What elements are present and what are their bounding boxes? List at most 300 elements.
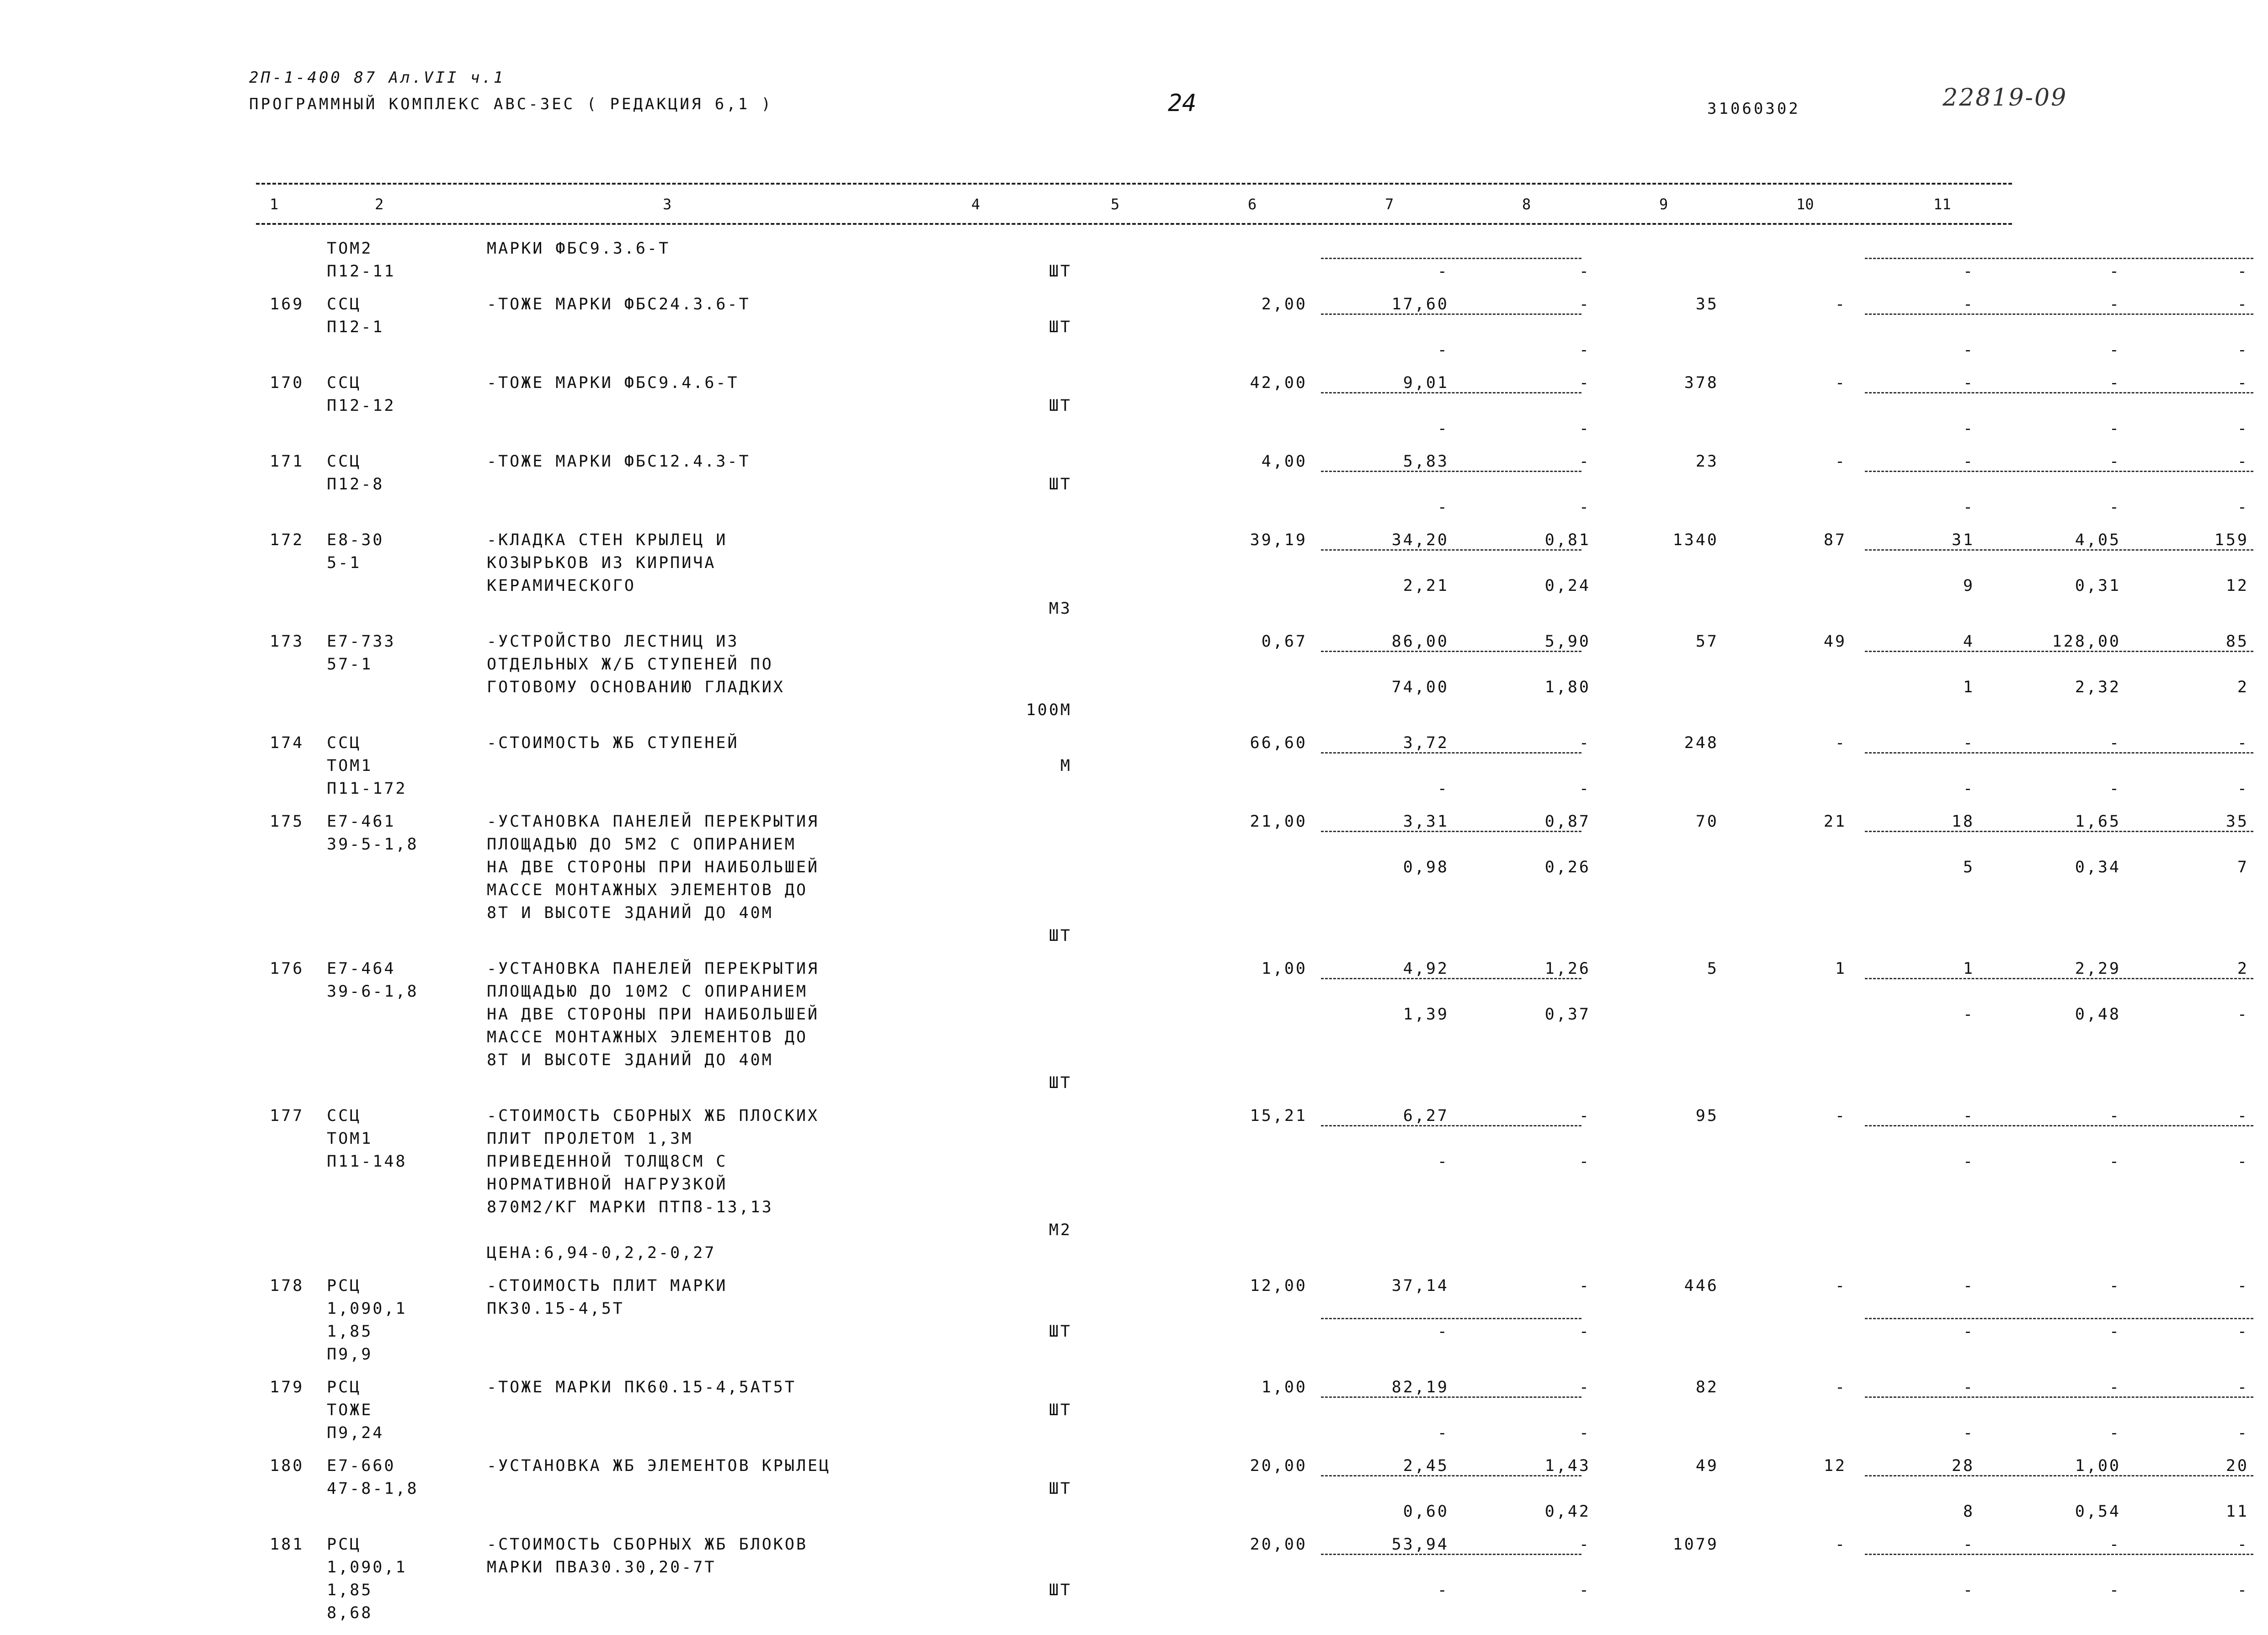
item-description: ПЛОЩАДЬЮ ДО 10М2 С ОПИРАНИЕМ	[487, 982, 808, 1001]
table-row	[256, 293, 2249, 362]
row-line	[256, 1298, 2012, 1321]
labor-separator-rule	[1865, 1125, 2253, 1126]
item-code: П12-12	[327, 397, 396, 415]
item-code: 47-8-1,8	[327, 1480, 419, 1498]
column-number: 9	[1659, 196, 1668, 213]
item-description: -СТОИМОСТЬ СБОРНЫХ ЖБ ПЛОСКИХ	[487, 1107, 820, 1125]
machine-cost-cell: -	[1963, 419, 1975, 438]
wage-cost-cell: -	[1579, 498, 1591, 516]
unit-cost-cell: 53,94	[1391, 1535, 1449, 1554]
labor-separator-rule	[1865, 651, 2253, 652]
wage-cost-cell: -	[1579, 1152, 1591, 1171]
unit-cost-cell: -	[1437, 1424, 1449, 1442]
row-line	[256, 1049, 2012, 1072]
estimate-table-body	[256, 238, 2249, 1635]
row-line	[256, 811, 2249, 833]
total-cost-cell: 248	[1684, 734, 1719, 752]
table-row	[256, 958, 2249, 1095]
row-line	[256, 238, 2012, 260]
column-number: 1	[270, 196, 279, 213]
cost-separator-rule	[1321, 1125, 1581, 1126]
labor-total-cell: -	[2237, 1107, 2249, 1125]
row-spacer	[256, 283, 2012, 293]
wage-cost-cell: -	[1579, 780, 1591, 798]
quantity-cell: 20,00	[1250, 1535, 1307, 1554]
row-line	[256, 372, 2249, 395]
labor-unit-cell: -	[2109, 1378, 2121, 1396]
row-line	[256, 260, 2249, 283]
unit-cost-cell: 0,60	[1403, 1502, 1449, 1521]
item-code: 5-1	[327, 554, 362, 572]
row-line	[256, 496, 2249, 519]
row-line	[256, 1376, 2249, 1399]
unit-cost-cell: 3,31	[1403, 812, 1449, 831]
total-wage-cell: 49	[1823, 632, 1847, 651]
labor-unit-cell: -	[2109, 1535, 2121, 1554]
row-number: 176	[270, 960, 304, 978]
item-description: ЦЕНА:6,94-0,2,2-0,27	[487, 1244, 716, 1262]
column-number: 7	[1385, 196, 1394, 213]
unit-of-measure: М2	[1049, 1221, 1072, 1239]
item-description: ГОТОВОМУ ОСНОВАНИЮ ГЛАДКИХ	[487, 678, 785, 696]
table-row	[256, 631, 2249, 722]
machine-cost-cell: -	[1963, 1005, 1975, 1024]
wage-cost-cell: -	[1579, 1107, 1591, 1125]
labor-separator-rule	[1865, 258, 2253, 259]
unit-of-measure: ШТ	[1049, 475, 1072, 494]
item-code: 1,090,1	[327, 1558, 407, 1577]
cost-separator-rule	[1321, 1396, 1581, 1398]
labor-total-cell: 20	[2225, 1457, 2249, 1475]
wage-cost-cell: -	[1579, 1424, 1591, 1442]
machine-cost-cell: -	[1963, 1322, 1975, 1341]
total-wage-cell: -	[1835, 374, 1847, 392]
cost-separator-rule	[1321, 1318, 1581, 1319]
labor-unit-cell: -	[2109, 734, 2121, 752]
row-number: 172	[270, 531, 304, 549]
labor-separator-rule	[1865, 392, 2253, 393]
unit-cost-cell: 0,98	[1403, 858, 1449, 876]
labor-total-cell: -	[2237, 1322, 2249, 1341]
row-line	[256, 676, 2249, 699]
machine-cost-cell: 18	[1951, 812, 1975, 831]
row-line	[256, 1579, 2249, 1602]
item-code: 1,85	[327, 1581, 373, 1599]
row-line	[256, 1602, 2012, 1625]
labor-total-cell: -	[2237, 295, 2249, 313]
unit-of-measure: ШТ	[1049, 1322, 1072, 1341]
labor-unit-cell: 2,32	[2075, 678, 2121, 696]
handwritten-stamp: 22819-09	[1943, 84, 2068, 111]
item-description: -ТОЖЕ МАРКИ ФБС9.4.6-Т	[487, 374, 739, 392]
row-number: 174	[270, 734, 304, 752]
unit-cost-cell: 74,00	[1391, 678, 1449, 696]
labor-total-cell: -	[2237, 734, 2249, 752]
labor-separator-rule	[1865, 978, 2253, 979]
labor-total-cell: -	[2237, 1152, 2249, 1171]
labor-total-cell: -	[2237, 419, 2249, 438]
labor-total-cell: -	[2237, 1277, 2249, 1295]
row-number: 179	[270, 1378, 304, 1396]
wage-cost-cell: -	[1579, 374, 1591, 392]
row-line	[256, 699, 2012, 722]
unit-cost-cell: 4,92	[1403, 960, 1449, 978]
unit-cost-cell: -	[1437, 262, 1449, 281]
total-wage-cell: 12	[1823, 1457, 1847, 1475]
cost-separator-rule	[1321, 978, 1581, 979]
row-line	[256, 1173, 2012, 1196]
machine-cost-cell: -	[1963, 780, 1975, 798]
item-code: Е8-30	[327, 531, 384, 549]
total-wage-cell: -	[1835, 1277, 1847, 1295]
table-row	[256, 451, 2249, 519]
row-line	[256, 1455, 2249, 1478]
quantity-cell: 20,00	[1250, 1457, 1307, 1475]
row-line	[256, 1321, 2249, 1343]
unit-of-measure: ШТ	[1049, 262, 1072, 281]
program-title: ПРОГРАММНЫЙ КОМПЛЕКС АВС-ЗЕС ( РЕДАКЦИЯ 6,1 )	[249, 95, 773, 113]
unit-cost-cell: 6,27	[1403, 1107, 1449, 1125]
machine-cost-cell: -	[1963, 1152, 1975, 1171]
unit-cost-cell: 1,39	[1403, 1005, 1449, 1024]
table-row	[256, 1275, 2249, 1366]
cost-separator-rule	[1321, 651, 1581, 652]
total-cost-cell: 57	[1695, 632, 1719, 651]
unit-cost-cell: 34,20	[1391, 531, 1449, 549]
quantity-cell: 15,21	[1250, 1107, 1307, 1125]
row-line	[256, 1026, 2012, 1049]
table-row	[256, 732, 2249, 801]
total-cost-cell: 1079	[1672, 1535, 1719, 1554]
total-wage-cell: 1	[1835, 960, 1847, 978]
machine-cost-cell: 28	[1951, 1457, 1975, 1475]
unit-cost-cell: 17,60	[1391, 295, 1449, 313]
wage-cost-cell: -	[1579, 1378, 1591, 1396]
table-row	[256, 1534, 2249, 1625]
row-line	[256, 902, 2012, 925]
wage-cost-cell: -	[1579, 734, 1591, 752]
item-code: П9,24	[327, 1424, 384, 1442]
column-number: 5	[1111, 196, 1120, 213]
unit-of-measure: ШТ	[1049, 397, 1072, 415]
item-description: МАССЕ МОНТАЖНЫХ ЭЛЕМЕНТОВ ДО	[487, 1028, 808, 1046]
quantity-cell: 1,00	[1261, 1378, 1307, 1396]
row-line	[256, 1196, 2012, 1219]
row-line	[256, 1343, 2012, 1366]
item-code: ССЦ	[327, 295, 362, 313]
item-description: ОТДЕЛЬНЫХ Ж/Б СТУПЕНЕЙ ПО	[487, 655, 773, 674]
unit-cost-cell: -	[1437, 498, 1449, 516]
labor-total-cell: 85	[2225, 632, 2249, 651]
item-code: ТОЖЕ	[327, 1401, 373, 1419]
quantity-cell: 42,00	[1250, 374, 1307, 392]
total-cost-cell: 70	[1695, 812, 1719, 831]
item-description: 870М2/КГ МАРКИ ПТП8-13,13	[487, 1198, 773, 1216]
cost-separator-rule	[1321, 392, 1581, 393]
labor-total-cell: 7	[2237, 858, 2249, 876]
quantity-cell: 12,00	[1250, 1277, 1307, 1295]
unit-of-measure: 100М	[1026, 701, 1072, 719]
labor-total-cell: 12	[2225, 577, 2249, 595]
row-line	[256, 418, 2249, 441]
item-code: Е7-461	[327, 812, 396, 831]
item-description: НА ДВЕ СТОРОНЫ ПРИ НАИБОЛЬШЕЙ	[487, 1005, 820, 1024]
row-line	[256, 833, 2012, 856]
row-line	[256, 1534, 2249, 1556]
item-code: 1,090,1	[327, 1300, 407, 1318]
cost-separator-rule	[1321, 752, 1581, 754]
document-code: 2П-1-400 87 Ал.VII ч.1	[249, 69, 506, 87]
wage-cost-cell: 5,90	[1544, 632, 1591, 651]
row-line	[256, 339, 2249, 362]
wage-cost-cell: 0,87	[1544, 812, 1591, 831]
row-line	[256, 631, 2249, 653]
item-description: -ТОЖЕ МАРКИ ПК60.15-4,5АТ5Т	[487, 1378, 796, 1396]
item-code: ССЦ	[327, 374, 362, 392]
item-code: Е7-733	[327, 632, 396, 651]
labor-total-cell: -	[2237, 262, 2249, 281]
page-number: 24	[1168, 90, 1197, 117]
row-line	[256, 778, 2249, 801]
labor-unit-cell: -	[2109, 341, 2121, 359]
item-description: КОЗЫРЬКОВ ИЗ КИРПИЧА	[487, 554, 716, 572]
wage-cost-cell: -	[1579, 341, 1591, 359]
wage-cost-cell: 0,81	[1544, 531, 1591, 549]
row-line	[256, 1151, 2249, 1173]
item-code: ССЦ	[327, 1107, 362, 1125]
table-header-rule	[256, 223, 2012, 225]
labor-separator-rule	[1865, 1554, 2253, 1555]
row-spacer	[256, 441, 2012, 451]
labor-total-cell: -	[2237, 498, 2249, 516]
wage-cost-cell: -	[1579, 295, 1591, 313]
quantity-cell: 0,67	[1261, 632, 1307, 651]
column-number-header	[256, 193, 2012, 216]
total-cost-cell: 378	[1684, 374, 1719, 392]
cost-separator-rule	[1321, 1554, 1581, 1555]
machine-cost-cell: -	[1963, 498, 1975, 516]
wage-cost-cell: -	[1579, 1581, 1591, 1599]
machine-cost-cell: 8	[1963, 1502, 1975, 1521]
wage-cost-cell: 0,24	[1544, 577, 1591, 595]
unit-cost-cell: 82,19	[1391, 1378, 1449, 1396]
quantity-cell: 66,60	[1250, 734, 1307, 752]
row-line	[256, 575, 2249, 598]
labor-total-cell: 35	[2225, 812, 2249, 831]
cost-separator-rule	[1321, 831, 1581, 832]
row-spacer	[256, 621, 2012, 631]
labor-total-cell: -	[2237, 1581, 2249, 1599]
table-top-rule	[256, 183, 2012, 185]
row-number: 175	[270, 812, 304, 831]
row-line	[256, 1275, 2249, 1298]
item-code: П9,9	[327, 1345, 373, 1364]
item-code: 39-5-1,8	[327, 835, 419, 854]
unit-cost-cell: 9,01	[1403, 374, 1449, 392]
item-code: ССЦ	[327, 734, 362, 752]
cost-separator-rule	[1321, 1475, 1581, 1476]
unit-cost-cell: -	[1437, 419, 1449, 438]
item-code: 39-6-1,8	[327, 982, 419, 1001]
column-number: 10	[1796, 196, 1814, 213]
machine-cost-cell: -	[1963, 295, 1975, 313]
labor-total-cell: 2	[2237, 678, 2249, 696]
wage-cost-cell: -	[1579, 1277, 1591, 1295]
row-spacer	[256, 1625, 2012, 1635]
row-spacer	[256, 362, 2012, 372]
wage-cost-cell: -	[1579, 452, 1591, 471]
item-description: -ТОЖЕ МАРКИ ФБС24.3.6-Т	[487, 295, 751, 313]
labor-unit-cell: -	[2109, 498, 2121, 516]
machine-cost-cell: -	[1963, 1107, 1975, 1125]
unit-cost-cell: 2,21	[1403, 577, 1449, 595]
labor-separator-rule	[1865, 752, 2253, 754]
unit-of-measure: ШТ	[1049, 1581, 1072, 1599]
unit-of-measure: ШТ	[1049, 927, 1072, 945]
machine-cost-cell: -	[1963, 262, 1975, 281]
labor-total-cell: -	[2237, 1378, 2249, 1396]
row-number: 180	[270, 1457, 304, 1475]
unit-cost-cell: -	[1437, 1152, 1449, 1171]
row-line	[256, 755, 2012, 778]
row-line	[256, 598, 2012, 621]
labor-unit-cell: -	[2109, 1322, 2121, 1341]
row-spacer	[256, 1524, 2012, 1534]
row-line	[256, 1501, 2249, 1524]
total-cost-cell: 95	[1695, 1107, 1719, 1125]
row-line	[256, 529, 2249, 552]
labor-unit-cell: -	[2109, 419, 2121, 438]
row-number: 178	[270, 1277, 304, 1295]
row-line	[256, 879, 2012, 902]
labor-separator-rule	[1865, 549, 2253, 551]
wage-cost-cell: 1,80	[1544, 678, 1591, 696]
machine-cost-cell: 4	[1963, 632, 1975, 651]
total-wage-cell: -	[1835, 452, 1847, 471]
row-spacer	[256, 1095, 2012, 1105]
item-description: -КЛАДКА СТЕН КРЫЛЕЦ И	[487, 531, 728, 549]
item-description: НА ДВЕ СТОРОНЫ ПРИ НАИБОЛЬШЕЙ	[487, 858, 820, 876]
table-row	[256, 238, 2249, 283]
row-line	[256, 473, 2012, 496]
row-line	[256, 316, 2012, 339]
machine-cost-cell: -	[1963, 1277, 1975, 1295]
wage-cost-cell: 0,26	[1544, 858, 1591, 876]
row-line	[256, 1478, 2012, 1501]
total-wage-cell: -	[1835, 1107, 1847, 1125]
machine-cost-cell: 9	[1963, 577, 1975, 595]
total-cost-cell: 5	[1707, 960, 1719, 978]
row-line	[256, 856, 2249, 879]
labor-unit-cell: -	[2109, 1424, 2121, 1442]
item-description: -ТОЖЕ МАРКИ ФБС12.4.3-Т	[487, 452, 751, 471]
row-line	[256, 653, 2012, 676]
wage-cost-cell: 0,42	[1544, 1502, 1591, 1521]
quantity-cell: 4,00	[1261, 452, 1307, 471]
wage-cost-cell: -	[1579, 262, 1591, 281]
item-description: -УСТАНОВКА ПАНЕЛЕЙ ПЕРЕКРЫТИЯ	[487, 960, 820, 978]
row-line	[256, 925, 2012, 948]
row-number: 177	[270, 1107, 304, 1125]
total-wage-cell: 87	[1823, 531, 1847, 549]
total-cost-cell: 49	[1695, 1457, 1719, 1475]
machine-cost-cell: 1	[1963, 960, 1975, 978]
wage-cost-cell: -	[1579, 1535, 1591, 1554]
labor-total-cell: -	[2237, 374, 2249, 392]
item-code: ТОМ1	[327, 1130, 373, 1148]
unit-cost-cell: -	[1437, 1322, 1449, 1341]
unit-of-measure: ШТ	[1049, 1480, 1072, 1498]
labor-total-cell: -	[2237, 1005, 2249, 1024]
labor-total-cell: -	[2237, 452, 2249, 471]
labor-unit-cell: -	[2109, 1107, 2121, 1125]
labor-unit-cell: -	[2109, 1277, 2121, 1295]
item-code: 57-1	[327, 655, 373, 674]
unit-of-measure: ШТ	[1049, 1074, 1072, 1092]
row-line	[256, 293, 2249, 316]
labor-total-cell: 2	[2237, 960, 2249, 978]
row-spacer	[256, 1445, 2012, 1455]
quantity-cell: 39,19	[1250, 531, 1307, 549]
column-number: 6	[1248, 196, 1257, 213]
row-line	[256, 732, 2249, 755]
item-description: НОРМАТИВНОЙ НАГРУЗКОЙ	[487, 1175, 728, 1194]
machine-cost-cell: -	[1963, 452, 1975, 471]
total-wage-cell: 21	[1823, 812, 1847, 831]
labor-unit-cell: -	[2109, 374, 2121, 392]
labor-unit-cell: 0,31	[2075, 577, 2121, 595]
labor-unit-cell: 1,00	[2075, 1457, 2121, 1475]
labor-unit-cell: 4,05	[2075, 531, 2121, 549]
item-code: П11-172	[327, 780, 407, 798]
labor-separator-rule	[1865, 1396, 2253, 1398]
unit-cost-cell: -	[1437, 780, 1449, 798]
machine-cost-cell: -	[1963, 1535, 1975, 1554]
unit-of-measure: М	[1060, 757, 1072, 775]
labor-total-cell: -	[2237, 1535, 2249, 1554]
item-description: -УСТАНОВКА ПАНЕЛЕЙ ПЕРЕКРЫТИЯ	[487, 812, 820, 831]
table-row	[256, 372, 2249, 441]
item-description: МАРКИ ПВА30.30,20-7Т	[487, 1558, 716, 1577]
total-cost-cell: 1340	[1672, 531, 1719, 549]
machine-cost-cell: 1	[1963, 678, 1975, 696]
row-spacer	[256, 948, 2012, 958]
unit-cost-cell: -	[1437, 341, 1449, 359]
item-code: П11-148	[327, 1152, 407, 1171]
row-spacer	[256, 801, 2012, 811]
total-wage-cell: -	[1835, 734, 1847, 752]
row-line	[256, 1242, 2012, 1265]
row-line	[256, 958, 2249, 981]
table-row	[256, 529, 2249, 621]
row-line	[256, 1422, 2249, 1445]
machine-cost-cell: -	[1963, 734, 1975, 752]
item-code: ТОМ1	[327, 757, 373, 775]
table-row	[256, 1455, 2249, 1524]
column-number: 2	[375, 196, 384, 213]
item-description: -СТОИМОСТЬ ПЛИТ МАРКИ	[487, 1277, 728, 1295]
row-line	[256, 1556, 2012, 1579]
item-description: -СТОИМОСТЬ ЖБ СТУПЕНЕЙ	[487, 734, 739, 752]
wage-cost-cell: 0,37	[1544, 1005, 1591, 1024]
row-number: 169	[270, 295, 304, 313]
row-line	[256, 1003, 2249, 1026]
total-cost-cell: 446	[1684, 1277, 1719, 1295]
total-cost-cell: 23	[1695, 452, 1719, 471]
item-code: РСЦ	[327, 1535, 362, 1554]
cost-separator-rule	[1321, 313, 1581, 315]
item-description: 8Т И ВЫСОТЕ ЗДАНИЙ ДО 40М	[487, 1051, 773, 1069]
